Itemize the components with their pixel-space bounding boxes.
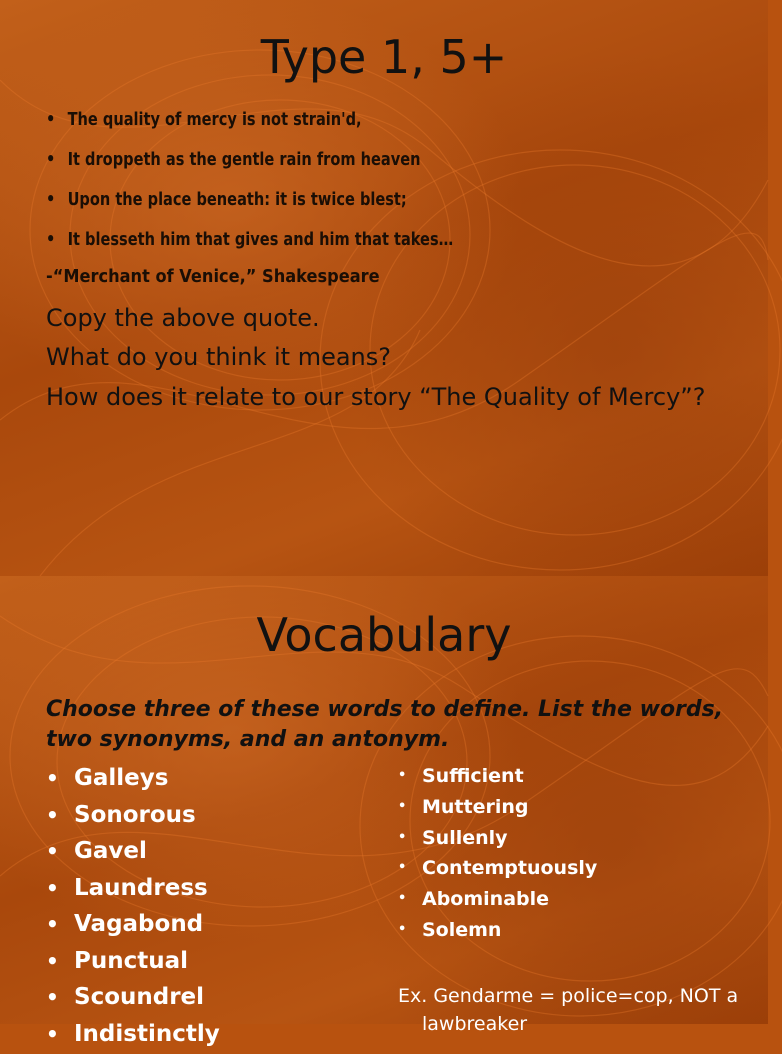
quote-attribution: -“Merchant of Venice,” Shakespeare [46, 266, 380, 287]
bullet-icon: • [46, 1018, 59, 1050]
bullet-icon: • [46, 981, 59, 1013]
bullet-icon: • [46, 799, 59, 831]
bullet-icon: • [46, 186, 55, 214]
quote-line [46, 146, 453, 186]
vocab-word-text: Solemn [422, 919, 501, 941]
quote-line-text: Upon the place beneath: it is twice blest; [68, 189, 407, 210]
vocab-word-text: Scoundrel [74, 984, 204, 1010]
vocab-word-text: Sullenly [422, 827, 508, 849]
vocab-word-text: Gavel [74, 838, 147, 864]
vocab-word [398, 887, 597, 918]
quote-line-text: It blesseth him that gives and him that takes… [68, 229, 454, 250]
vocab-word [46, 762, 220, 799]
bullet-icon: • [398, 856, 406, 880]
quote-list [46, 106, 498, 266]
bullet-icon: • [46, 872, 59, 904]
vocab-word [398, 795, 597, 826]
quote-line [46, 186, 453, 226]
quote-line [46, 106, 453, 146]
vocab-word [46, 835, 220, 872]
question-copy: Copy the above quote. [46, 303, 736, 333]
vocab-word [46, 799, 220, 836]
slide-vocabulary [0, 576, 768, 1024]
vocab-instructions: Choose three of these words to define. List the words, two synonyms, and an antonym. [46, 695, 736, 755]
vocab-list-left [46, 762, 220, 1054]
vocab-word [398, 826, 597, 857]
vocab-word [398, 856, 597, 887]
vocab-word-text: Sonorous [74, 802, 196, 828]
vocab-word [46, 1018, 220, 1054]
bullet-icon: • [398, 764, 406, 788]
bullet-icon: • [46, 908, 59, 940]
quote-line-text: The quality of mercy is not strain'd, [68, 109, 362, 130]
bullet-icon: • [46, 945, 59, 977]
vocab-word-text: Laundress [74, 875, 208, 901]
slide-title: Type 1, 5+ [0, 30, 768, 84]
vocab-word [46, 945, 220, 982]
vocab-word-text: Abominable [422, 888, 549, 910]
vocab-word [46, 908, 220, 945]
bullet-icon: • [398, 887, 406, 911]
bullet-icon: • [398, 795, 406, 819]
vocab-word-text: Galleys [74, 765, 168, 791]
vocab-word-text: Sufficient [422, 765, 524, 787]
bullet-icon: • [46, 146, 55, 174]
vocab-word-text: Muttering [422, 796, 529, 818]
vocab-word-text: Contemptuously [422, 857, 597, 879]
vocab-example: Ex. Gendarme = police=cop, NOT a lawbreaker [398, 982, 782, 1038]
vocab-word [398, 764, 597, 795]
bullet-icon: • [46, 762, 59, 794]
quote-line [46, 226, 453, 266]
vocab-word-text: Punctual [74, 948, 188, 974]
vocab-word [398, 918, 597, 949]
bullet-icon: • [398, 918, 406, 942]
bullet-icon: • [46, 226, 55, 254]
vocab-word [46, 872, 220, 909]
slide-title: Vocabulary [0, 608, 768, 662]
quote-line-text: It droppeth as the gentle rain from heaven [68, 149, 421, 170]
question-meaning: What do you think it means? [46, 342, 736, 372]
question-relate: How does it relate to our story “The Quality of Mercy”? [46, 382, 760, 412]
vocab-word-text: Indistinctly [74, 1021, 220, 1047]
bullet-icon: • [46, 106, 55, 134]
vocab-list-right [398, 764, 597, 949]
bullet-icon: • [46, 835, 59, 867]
vocab-word-text: Vagabond [74, 911, 203, 937]
bullet-icon: • [398, 826, 406, 850]
vocab-word [46, 981, 220, 1018]
